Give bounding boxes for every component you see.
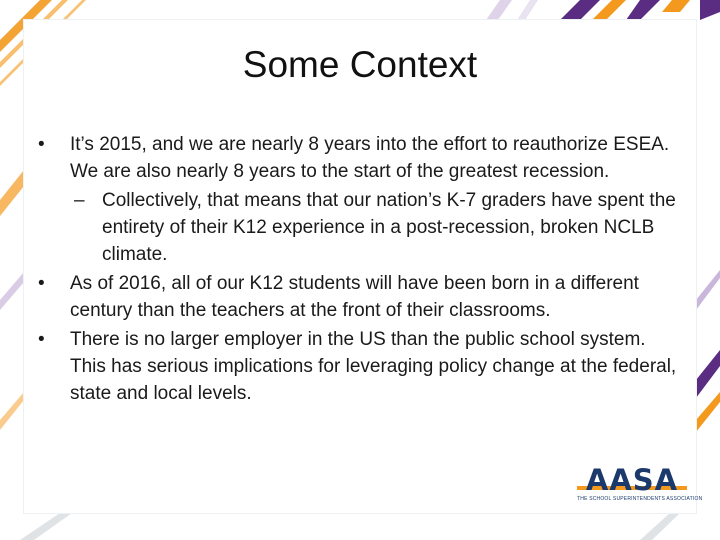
stripes-bottom <box>20 513 680 540</box>
aasa-logo-mark <box>577 463 687 497</box>
stripes-right <box>696 270 720 432</box>
bullet-marker: • <box>38 329 45 350</box>
bullet-list <box>34 131 684 409</box>
bullet-marker: • <box>38 273 45 294</box>
aasa-logo-subtitle: THE SCHOOL SUPERINTENDENTS ASSOCIATION <box>577 496 703 502</box>
bullet-text: Collectively, that means that our nation’s K-7 graders have spent the entirety of their K12 experience in a post-recession, broken NCLB climate. <box>102 190 676 265</box>
bullet-item <box>34 131 684 185</box>
bullet-text: There is no larger employer in the US than the public school system. This has serious implications for leveraging policy change at the federal, state and local levels. <box>70 329 677 404</box>
bullet-text: As of 2016, all of our K12 students will have been born in a different century than the teachers at the front of their classrooms. <box>70 273 639 321</box>
bullet-item <box>34 326 684 407</box>
sub-bullet-item <box>34 187 684 268</box>
slide-title: Some Context <box>242 44 478 85</box>
stripes-left <box>0 170 24 430</box>
dash-marker: – <box>74 190 85 211</box>
bullet-text: It’s 2015, and we are nearly 8 years into the effort to reauthorize ESEA. We are also nearly 8 years to the start of the greatest recession. <box>70 134 670 182</box>
svg-text:AASA: AASA <box>585 463 679 497</box>
bullet-marker: • <box>38 134 45 155</box>
aasa-logo <box>577 463 703 506</box>
bullet-item <box>34 270 684 324</box>
